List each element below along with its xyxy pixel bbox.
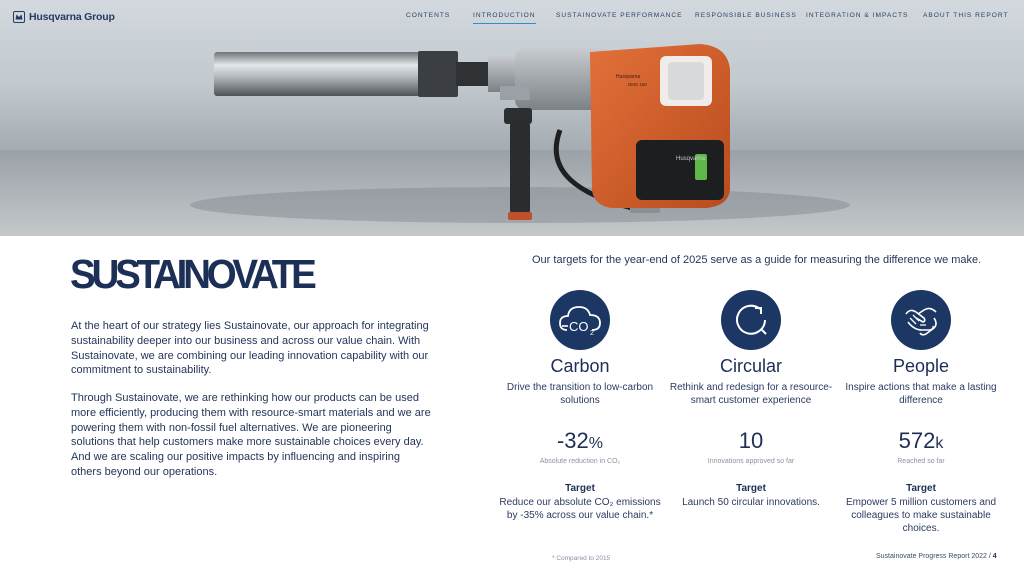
circular-target-text: Launch 50 circular innovations. bbox=[682, 497, 820, 508]
people-stat-value: 572 bbox=[898, 428, 936, 453]
brand-name: Husqvarna Group bbox=[29, 11, 115, 23]
report-title: Sustainovate Progress Report 2022 bbox=[876, 553, 987, 560]
circular-stat bbox=[666, 428, 836, 457]
circular-stat-label: Innovations approved so far bbox=[707, 458, 795, 465]
co2-icon-subscript: 2 bbox=[590, 330, 594, 337]
circular-stat-value: 10 bbox=[738, 428, 764, 453]
core-drill-photo bbox=[0, 0, 1024, 236]
tool-brand-label: Husqvarna bbox=[616, 74, 641, 80]
carbon-title: Carbon bbox=[550, 356, 610, 376]
targets-intro: Our targets for the year-end of 2025 serve as a guide for measuring the difference we make. bbox=[532, 254, 982, 266]
nav-sustainovate-performance[interactable]: SUSTAINOVATE PERFORMANCE bbox=[556, 12, 683, 19]
circular-target-heading: Target bbox=[736, 483, 766, 494]
hero-image bbox=[0, 0, 1024, 236]
people-title: People bbox=[892, 356, 950, 376]
hands-people-icon bbox=[900, 300, 942, 340]
people-stat bbox=[836, 428, 1006, 457]
nav-about-this-report[interactable]: ABOUT THIS REPORT bbox=[923, 12, 1009, 19]
circular-arrow-icon bbox=[731, 300, 771, 340]
nav-integration-impacts[interactable]: INTEGRATION & IMPACTS bbox=[806, 12, 909, 19]
nav-responsible-business[interactable]: RESPONSIBLE BUSINESS bbox=[695, 12, 797, 19]
people-description: Inspire actions that make a lasting difference bbox=[845, 382, 997, 406]
people-stat-label: Reached so far bbox=[897, 458, 945, 465]
carbon-icon-circle bbox=[550, 290, 610, 350]
page-footer bbox=[876, 553, 997, 560]
carbon-stat-value: -32 bbox=[556, 428, 589, 453]
people-target-text: Empower 5 million customers and colleagues to make sustainable choices. bbox=[845, 497, 997, 534]
sustainovate-logo: SUSTAINOVATE bbox=[70, 251, 313, 297]
tool-model-label: DMS 160 bbox=[628, 82, 647, 87]
battery-brand-label: Husqvarna bbox=[676, 156, 706, 162]
intro-paragraph-2: Through Sustainovate, we are rethinking how our products can be used more efficiently, producing them with resource-smart materials and we are powering them with non-fossil fuel alternatives. We are pioneering solutions that help customers make more sustainable choices every day. And we are scaling our positive impacts by influencing and inspiring others beyond our operations. bbox=[71, 392, 431, 478]
co2-cloud-icon bbox=[557, 300, 603, 340]
nav-introduction[interactable]: INTRODUCTION bbox=[473, 12, 536, 19]
carbon-target-text: Reduce our absolute CO₂ emissions by -35% across our value chain.* bbox=[499, 497, 661, 521]
carbon-stat bbox=[495, 428, 665, 457]
top-navigation bbox=[0, 12, 1024, 28]
people-stat-unit: k bbox=[935, 435, 944, 452]
pillar-carbon bbox=[495, 290, 665, 522]
pillar-people bbox=[836, 290, 1006, 535]
circular-description: Rethink and redesign for a resource-smart customer experience bbox=[669, 382, 833, 406]
people-icon-circle bbox=[891, 290, 951, 350]
people-target-heading: Target bbox=[906, 483, 936, 494]
carbon-description: Drive the transition to low-carbon solutions bbox=[506, 382, 654, 406]
circular-icon-circle bbox=[721, 290, 781, 350]
carbon-target-heading: Target bbox=[565, 483, 595, 494]
nav-contents[interactable]: CONTENTS bbox=[406, 12, 451, 19]
carbon-stat-unit: % bbox=[588, 435, 604, 452]
page-number: 4 bbox=[992, 553, 997, 560]
pillar-circular bbox=[666, 290, 836, 509]
footer-separator: / bbox=[988, 553, 991, 560]
circular-title: Circular bbox=[719, 356, 782, 376]
co2-icon-text: CO bbox=[569, 319, 589, 334]
intro-paragraph-1: At the heart of our strategy lies Sustainovate, our approach for integrating sustainability deeper into our business and across our value chain. With Sustainovate, we are combining our leading innovation capability with our commitment to sustainability. bbox=[71, 320, 429, 377]
carbon-stat-label: Absolute reduction in CO₂ bbox=[539, 458, 621, 465]
footnote: * Compared to 2015 bbox=[552, 555, 611, 562]
